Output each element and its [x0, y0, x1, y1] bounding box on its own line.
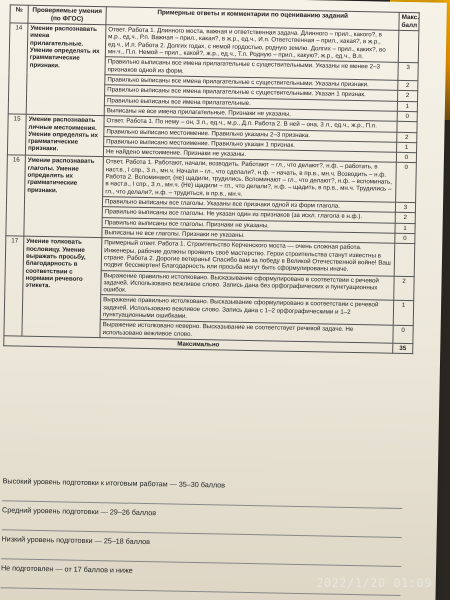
- task-answer-max: [397, 122, 417, 133]
- task-answer-max: 0: [396, 163, 417, 203]
- max-total-value: 35: [393, 343, 413, 354]
- task-row: [5, 236, 415, 276]
- criterion-text: Правильно выписано местоимение. Правильно указаны 2–3 признака.: [104, 126, 397, 142]
- criterion-text: Выражение правильно истолковано. Высказывание сформулировано в соответствии с речевой задачей. Использовано вежливое слово. Запись дана без орфографических и пунктуационных ошибок.: [101, 270, 394, 301]
- criterion-score: 0: [393, 326, 413, 344]
- criterion-text: Выписаны не все имена прилагательные. Признаки не указаны.: [104, 106, 397, 122]
- criterion-text: Правильно выписаны все глаголы. Указаны все признаки одной из форм глагола.: [102, 197, 395, 213]
- criterion-score: 2: [394, 276, 414, 301]
- criterion-score: 0: [397, 111, 417, 122]
- task-answer: Примерный ответ. Работа 1. Строительство Керченского моста — очень сложная работа. Инженеры, рабочие должны проявить своё мастерство. Герои строительства станут известны в стране. Работа 2. Дорогие ветераны! Спасибо вам за победу в Великой Отечественной войне! Ваш подвиг бессмертен! Благодарность или просьба могут быть сформулированы иначе.: [101, 238, 395, 276]
- criterion-score: 1: [397, 101, 417, 112]
- task-answer-max: [398, 30, 419, 63]
- grading-table: [3, 4, 419, 354]
- criterion-score: 2: [398, 80, 418, 91]
- criterion-text: Правильно выписаны все имена прилагательные с существительными. Указаны не менее 2–3 признаков одной из форм.: [105, 57, 398, 80]
- level-item: Средний уровень подготовки — 29–26 баллов: [2, 501, 402, 538]
- criterion-text: Выписаны не все глаголы. Признаки не указаны.: [102, 228, 395, 244]
- header-max: Макс. балл: [399, 12, 419, 30]
- task-skill: Умение распознавать личные местоимения. Умение определять их грамматические признаки.: [25, 114, 104, 157]
- task-answer: Ответ. Работа 1. По нему – он, 3 л., ед.ч., м.р., Д.п. Работа 2. В ней – она, 3 л., ед.ч., ж.р., П.п.: [104, 116, 397, 132]
- task-row: [7, 155, 417, 202]
- task-answer: Ответ. Работа 1. Работают, начали, возводить. Работают – гл., что делают?, н.ф. – работать, в наст.в., I спр., 3 л., мн.ч. Начали – гл., что сделали?, н.ф. – начать, в пр.в., мн.ч. Возводить – н.ф. Работа 2. Вспоминают, (не) щадили, трудились. Вспоминают – гл., что делают?, н.ф. – вспоминать, в наст.в., I спр., 3 л., мн.ч. (Не) щадили – гл., что делали?, н.ф. – щадить, в пр.в., мн.ч. Трудились – гл., что делали?, н.ф. – трудиться, в пр.в., мн.ч.: [103, 157, 397, 202]
- level-item: Высокий уровень подготовки к итоговым работам — 35–30 баллов: [2, 472, 402, 509]
- criterion-text: Правильно выписано местоимение. Правильно указан 1 признак.: [104, 137, 397, 153]
- criterion-score: 2: [395, 213, 415, 224]
- task-number: 14: [8, 23, 28, 114]
- criterion-score: 1: [395, 223, 415, 234]
- criterion-text: Правильно выписаны все глаголы. Признаки не указаны.: [102, 217, 395, 233]
- level-item: Низкий уровень подготовки — 25–18 баллов: [1, 530, 401, 567]
- criterion-text: Правильно выписаны все глаголы. Не указан один из признаков (за искл. глагола в н.ф.).: [102, 207, 395, 223]
- criterion-text: Правильно выписаны все имена прилагательные с существительными. Указан 1 признак.: [105, 85, 398, 101]
- photo-timestamp: 2022/1/20 01:09: [316, 576, 432, 590]
- task-number: 15: [7, 114, 26, 156]
- header-skill: Проверяемые умения (по ФГОС): [28, 5, 106, 25]
- level-item: Не подготовлен — от 17 баллов и ниже: [1, 559, 401, 596]
- criterion-score: 3: [398, 63, 418, 81]
- task-number: 16: [6, 155, 26, 236]
- task-skill: Умение распознавать имена прилагательные. Умение определять их грамматические признаки.: [26, 23, 106, 116]
- criterion-score: 2: [397, 132, 417, 143]
- criterion-score: 1: [393, 301, 413, 326]
- task-number: 17: [4, 236, 24, 336]
- task-skill: Умение толковать пословицу. Умение выражать просьбу, благодарность в соответствии с нормами речевого этикета.: [22, 236, 102, 337]
- criterion-text: Выражение истолковано неверно. Высказывание не соответствует речевой задаче. Не использовано вежливое слово.: [100, 320, 393, 343]
- task-answer: Ответ. Работа 1. Длинного моста, важная и ответственная задача. Длинного – прил., какого?, в м.р., ед.ч., Р.п. Важная – прил., какая?, в ж.р., ед.ч., И.п. Ответственная – прил., какая?, в ж.р., ед.ч., И.п. Работа 2. Долгих годах, с немой гордостью, родную землю. Долгих – прил., каких?, во мн.ч., П.п. Немой – прил., какой?, ж.р., ед.ч., Т.п. Родную – прил., какую?, ж.р., ед.ч., В.п.: [105, 25, 399, 63]
- criterion-score: 1: [397, 142, 417, 153]
- criterion-text: Не найдено местоимение. Признаки не указаны.: [103, 147, 396, 163]
- criterion-score: 2: [398, 91, 418, 102]
- criterion-score: 0: [396, 152, 416, 163]
- header-num: №: [10, 5, 28, 23]
- max-total-label: Максимально: [4, 336, 393, 354]
- header-answers: Примерные ответы и комментарии по оцениванию заданий: [106, 7, 399, 31]
- criterion-score: 3: [395, 202, 415, 213]
- task-answer-max: [394, 244, 415, 277]
- criterion-text: Выражение правильно истолковано. Высказывание сформулировано в соответствии с речевой задачей. Использовано вежливое слово. Запись дана с 1–2 орфографическими и 1–2 пунктуационными ошибками.: [100, 295, 393, 326]
- criterion-text: Правильно выписаны все имена прилагательные.: [104, 95, 397, 111]
- criterion-score: 0: [395, 233, 415, 244]
- task-row: [9, 23, 419, 63]
- task-skill: Умение распознавать глаголы. Умение определять их грамматические признаки.: [24, 156, 104, 238]
- criterion-text: Правильно выписаны все имена прилагательные с существительными. Указаны признаки.: [105, 75, 398, 91]
